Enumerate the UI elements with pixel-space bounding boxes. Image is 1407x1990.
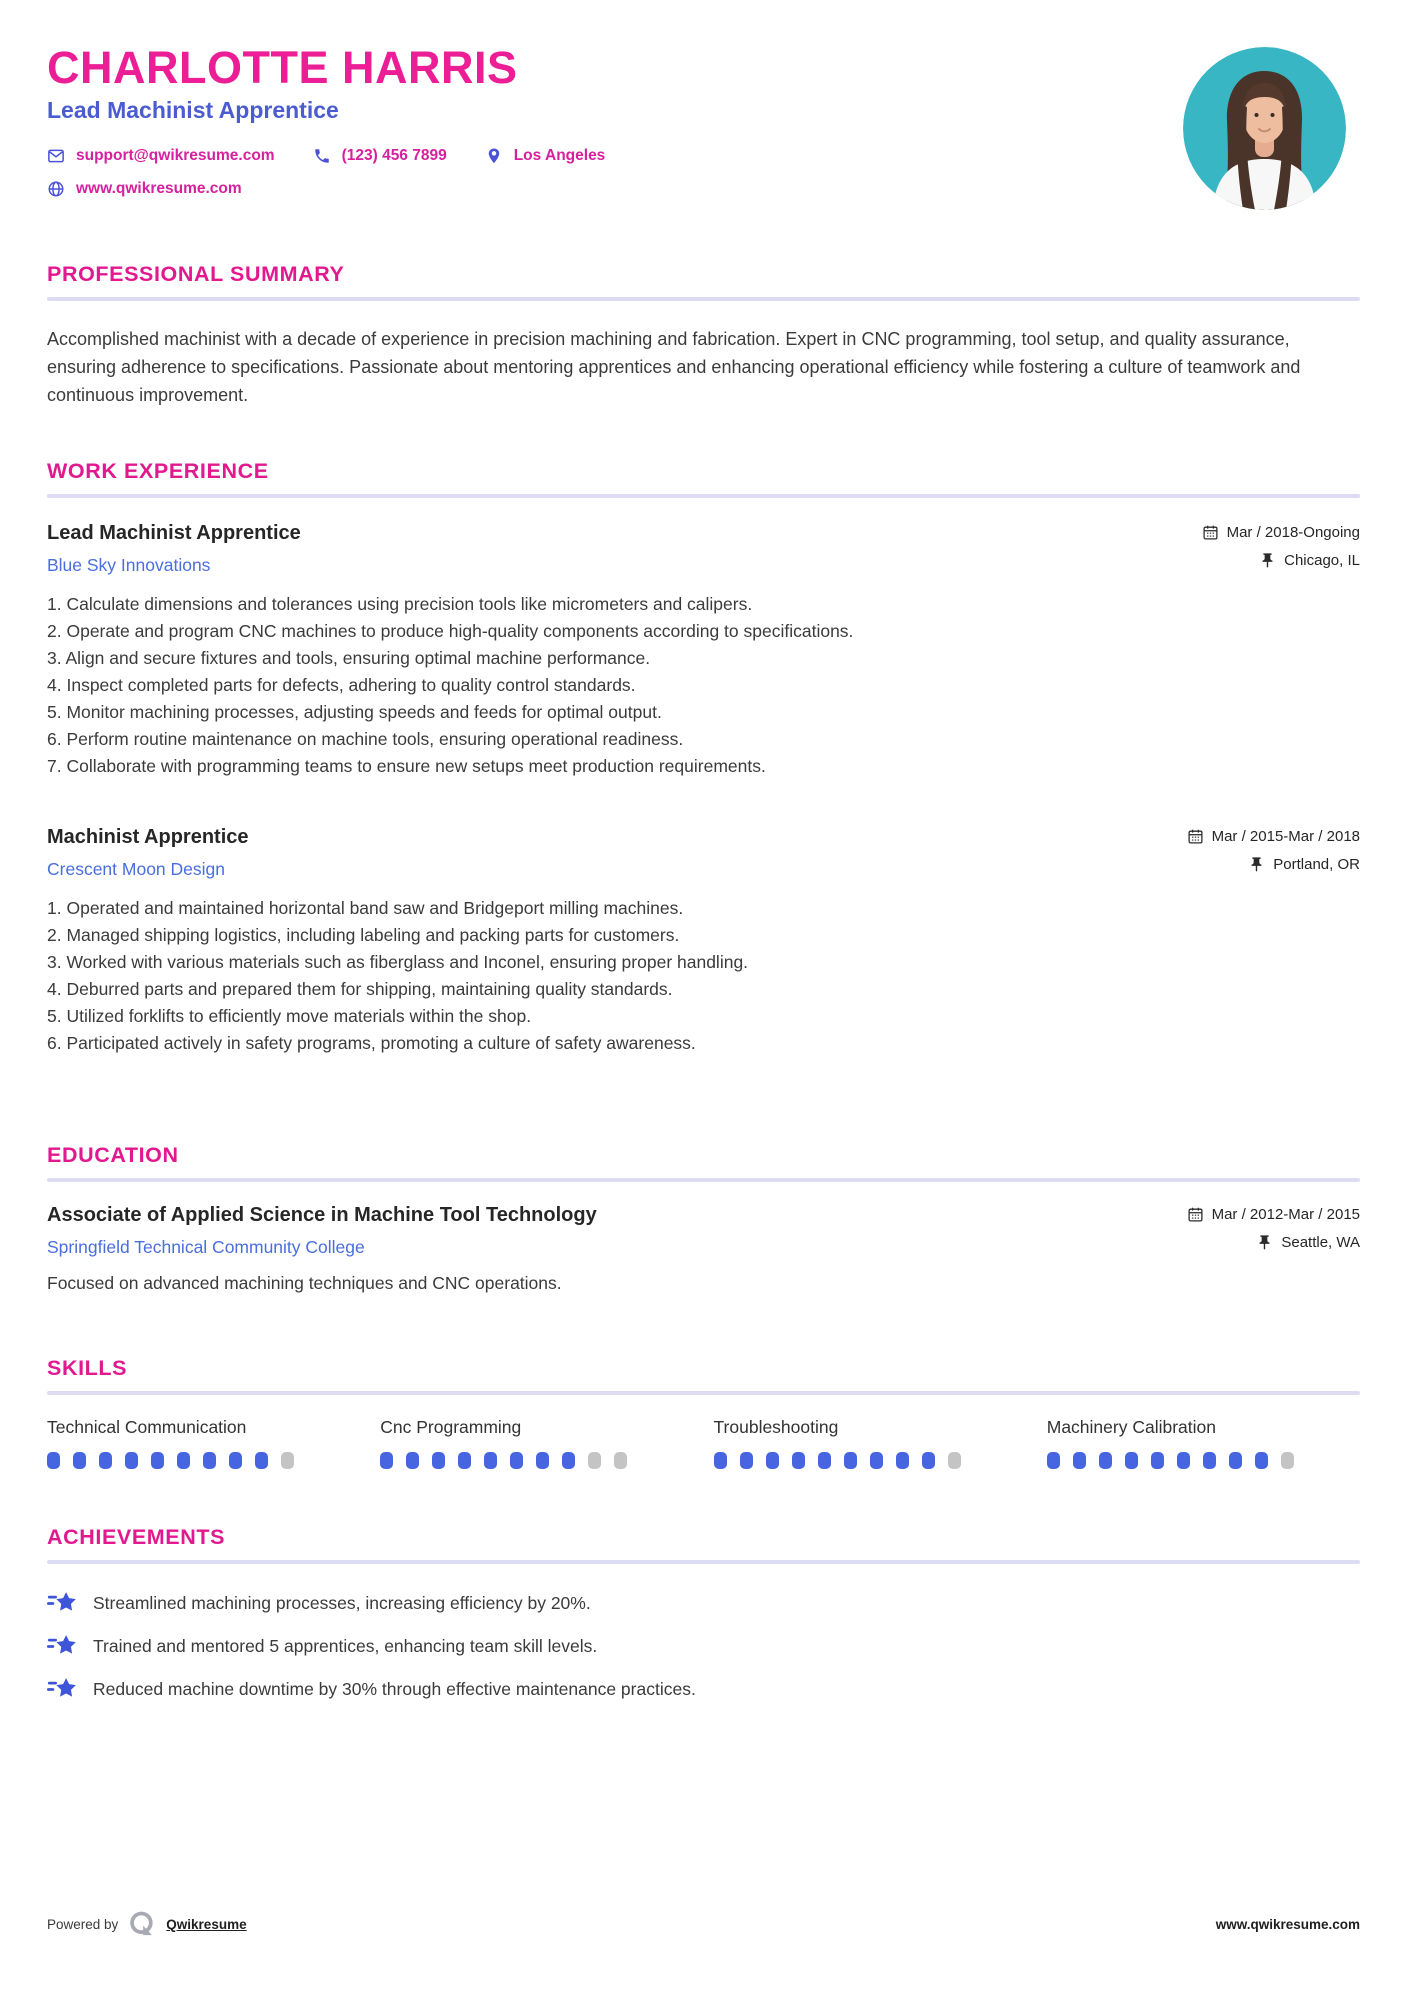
job-bullet: Perform routine maintenance on machine tools, ensuring operational readiness. <box>66 729 684 750</box>
job-bullet: Calculate dimensions and tolerances using precision tools like micrometers and calipers. <box>66 594 753 615</box>
contact-row-1 <box>47 147 1360 165</box>
summary-heading: PROFESSIONAL SUMMARY <box>47 262 345 287</box>
job-bullet: Utilized forklifts to efficiently move materials within the shop. <box>66 1006 532 1027</box>
skill-level-dot <box>380 1452 393 1469</box>
section-work-experience <box>47 459 1360 1057</box>
skill-level-dot <box>1177 1452 1190 1469</box>
section-professional-summary <box>47 262 1360 409</box>
powered-by-label: Powered by <box>47 1916 119 1932</box>
skill-level-dot <box>1151 1452 1164 1469</box>
skill-level-dot <box>281 1452 294 1469</box>
achievement-text: Reduced machine downtime by 30% through effective maintenance practices. <box>93 1678 696 1699</box>
footer-website: www.qwikresume.com <box>1215 1916 1360 1932</box>
shooting-star-icon <box>47 1590 77 1616</box>
skill-level-dot <box>1099 1452 1112 1469</box>
skill-level-dot <box>458 1452 471 1469</box>
job-entry <box>47 826 1360 1057</box>
summary-text: Accomplished machinist with a decade of experience in precision machining and fabrication. Expert in CNC programming, tool setup, and quality assurance, ensuring adherence to specifications. Passionate about mentoring apprentices and enhancing operational efficiency while fostering a culture of teamwork and continuous improvement. <box>47 329 1301 406</box>
job-location: Chicago, IL <box>1284 552 1360 570</box>
experience-heading: WORK EXPERIENCE <box>47 459 269 484</box>
envelope-icon <box>47 147 65 165</box>
location-pin-icon <box>485 147 503 165</box>
skill-level-dot <box>177 1452 190 1469</box>
email-item <box>47 147 275 165</box>
skill-level-dot <box>484 1452 497 1469</box>
pushpin-icon <box>1259 552 1276 569</box>
skill-level-dot <box>896 1452 909 1469</box>
skill-name: Technical Communication <box>47 1417 247 1438</box>
job-bullet: Operate and program CNC machines to produce high-quality components according to specifications. <box>66 621 854 642</box>
skill-level-dot <box>614 1452 627 1469</box>
achievement-text: Streamlined machining processes, increasing efficiency by 20%. <box>93 1592 591 1613</box>
website-text[interactable]: www.qwikresume.com <box>76 180 242 198</box>
job-bullet: Worked with various materials such as fiberglass and Inconel, ensuring proper handling. <box>66 952 749 973</box>
skills-heading: SKILLS <box>47 1356 128 1381</box>
skill-name: Machinery Calibration <box>1046 1417 1216 1438</box>
skill-level-dot <box>1229 1452 1242 1469</box>
footer <box>47 1910 1360 1938</box>
contact-row-2 <box>47 180 1360 198</box>
achievement-text: Trained and mentored 5 apprentices, enhancing team skill levels. <box>93 1635 598 1656</box>
phone-item <box>313 147 447 165</box>
achievement-item <box>47 1676 1360 1702</box>
job-dates-row <box>1187 828 1360 845</box>
pushpin-icon <box>1256 1234 1273 1251</box>
skill-level-dot <box>1203 1452 1216 1469</box>
education-entry <box>47 1204 1360 1294</box>
education-location: Seattle, WA <box>1281 1234 1360 1252</box>
job-bullets <box>47 591 1360 780</box>
skill-level-dot <box>229 1452 242 1469</box>
section-divider <box>47 494 1360 498</box>
calendar-icon <box>1202 524 1219 541</box>
skill-level-dots <box>714 1452 1027 1469</box>
avatar <box>1183 47 1346 210</box>
skill-item <box>714 1417 1027 1469</box>
shooting-star-icon <box>47 1676 77 1702</box>
skill-level-dots <box>380 1452 693 1469</box>
section-education <box>47 1143 1360 1294</box>
skill-level-dot <box>870 1452 883 1469</box>
skill-level-dot <box>562 1452 575 1469</box>
job-bullet: Collaborate with programming teams to ensure new setups meet production requirements. <box>66 756 766 777</box>
location-text: Los Angeles <box>513 147 606 165</box>
skill-level-dot <box>948 1452 961 1469</box>
job-bullet: Align and secure fixtures and tools, ensuring optimal machine performance. <box>65 648 651 669</box>
location-item <box>485 147 606 165</box>
person-name: CHARLOTTE HARRIS <box>47 42 518 93</box>
job-location-row <box>1259 552 1360 569</box>
skill-level-dot <box>740 1452 753 1469</box>
section-skills <box>47 1356 1360 1469</box>
pushpin-icon <box>1248 856 1265 873</box>
skill-level-dot <box>1073 1452 1086 1469</box>
skill-level-dot <box>73 1452 86 1469</box>
email-text[interactable]: support@qwikresume.com <box>76 147 275 165</box>
skill-level-dot <box>588 1452 601 1469</box>
person-job-title: Lead Machinist Apprentice <box>47 97 339 124</box>
skill-level-dot <box>844 1452 857 1469</box>
skill-item <box>380 1417 693 1469</box>
section-divider <box>47 1560 1360 1564</box>
skill-level-dot <box>536 1452 549 1469</box>
job-company: Crescent Moon Design <box>47 859 225 880</box>
skill-level-dot <box>432 1452 445 1469</box>
skill-level-dot <box>714 1452 727 1469</box>
job-dates-row <box>1202 524 1360 541</box>
skill-level-dot <box>255 1452 268 1469</box>
section-divider <box>47 1178 1360 1182</box>
skill-level-dot <box>792 1452 805 1469</box>
school-name: Springfield Technical Community College <box>47 1237 365 1258</box>
skill-level-dot <box>818 1452 831 1469</box>
skill-item <box>1047 1417 1360 1469</box>
skill-level-dot <box>1281 1452 1294 1469</box>
section-divider <box>47 297 1360 301</box>
job-dates: Mar / 2015-Mar / 2018 <box>1211 828 1360 846</box>
skill-level-dot <box>1047 1452 1060 1469</box>
job-entry <box>47 522 1360 780</box>
job-bullets <box>47 895 1360 1057</box>
skill-level-dot <box>922 1452 935 1469</box>
skill-level-dot <box>99 1452 112 1469</box>
education-dates-row <box>1187 1206 1360 1223</box>
job-company: Blue Sky Innovations <box>47 555 211 576</box>
calendar-icon <box>1187 828 1204 845</box>
qwikresume-link[interactable]: Qwikresume <box>166 1916 247 1932</box>
skill-level-dot <box>125 1452 138 1469</box>
globe-icon <box>47 180 65 198</box>
skill-level-dot <box>203 1452 216 1469</box>
skill-level-dot <box>766 1452 779 1469</box>
skill-level-dot <box>151 1452 164 1469</box>
degree-title: Associate of Applied Science in Machine Tool Technology <box>47 1204 597 1227</box>
qwikresume-logo-icon <box>128 1910 156 1938</box>
education-location-row <box>1256 1234 1360 1251</box>
skill-level-dot <box>406 1452 419 1469</box>
achievements-heading: ACHIEVEMENTS <box>47 1525 226 1550</box>
job-dates: Mar / 2018-Ongoing <box>1226 524 1360 542</box>
shooting-star-icon <box>47 1633 77 1659</box>
education-heading: EDUCATION <box>47 1143 179 1168</box>
phone-icon <box>313 147 331 165</box>
job-bullet: Participated actively in safety programs, promoting a culture of safety awareness. <box>66 1033 696 1054</box>
section-divider <box>47 1391 1360 1395</box>
skill-level-dot <box>47 1452 60 1469</box>
job-bullet: Monitor machining processes, adjusting speeds and feeds for optimal output. <box>66 702 662 723</box>
skill-level-dot <box>1125 1452 1138 1469</box>
skill-item <box>47 1417 360 1469</box>
skill-level-dot <box>1255 1452 1268 1469</box>
achievement-item <box>47 1590 1360 1616</box>
job-title: Lead Machinist Apprentice <box>47 522 301 545</box>
header <box>47 44 1360 198</box>
skill-name: Cnc Programming <box>380 1417 522 1438</box>
job-bullet: Inspect completed parts for defects, adhering to quality control standards. <box>66 675 636 696</box>
job-location-row <box>1248 856 1360 873</box>
calendar-icon <box>1187 1206 1204 1223</box>
job-bullet: Managed shipping logistics, including labeling and packing parts for customers. <box>66 925 680 946</box>
powered-by <box>47 1910 247 1938</box>
job-bullet: Deburred parts and prepared them for shipping, maintaining quality standards. <box>66 979 673 1000</box>
skill-level-dots <box>47 1452 360 1469</box>
skill-level-dot <box>510 1452 523 1469</box>
education-dates: Mar / 2012-Mar / 2015 <box>1211 1206 1360 1224</box>
education-description: Focused on advanced machining techniques and CNC operations. <box>47 1273 562 1294</box>
achievement-item <box>47 1633 1360 1659</box>
achievements-list <box>47 1590 1360 1702</box>
phone-text: (123) 456 7899 <box>341 147 447 165</box>
job-title: Machinist Apprentice <box>47 826 249 849</box>
skill-name: Troubleshooting <box>713 1417 839 1438</box>
skill-level-dots <box>1047 1452 1360 1469</box>
skills-grid <box>47 1417 1360 1469</box>
jobs-container <box>47 522 1360 1057</box>
job-bullet: Operated and maintained horizontal band saw and Bridgeport milling machines. <box>66 898 684 919</box>
website-item <box>47 180 242 198</box>
job-location: Portland, OR <box>1273 856 1360 874</box>
section-achievements <box>47 1525 1360 1702</box>
